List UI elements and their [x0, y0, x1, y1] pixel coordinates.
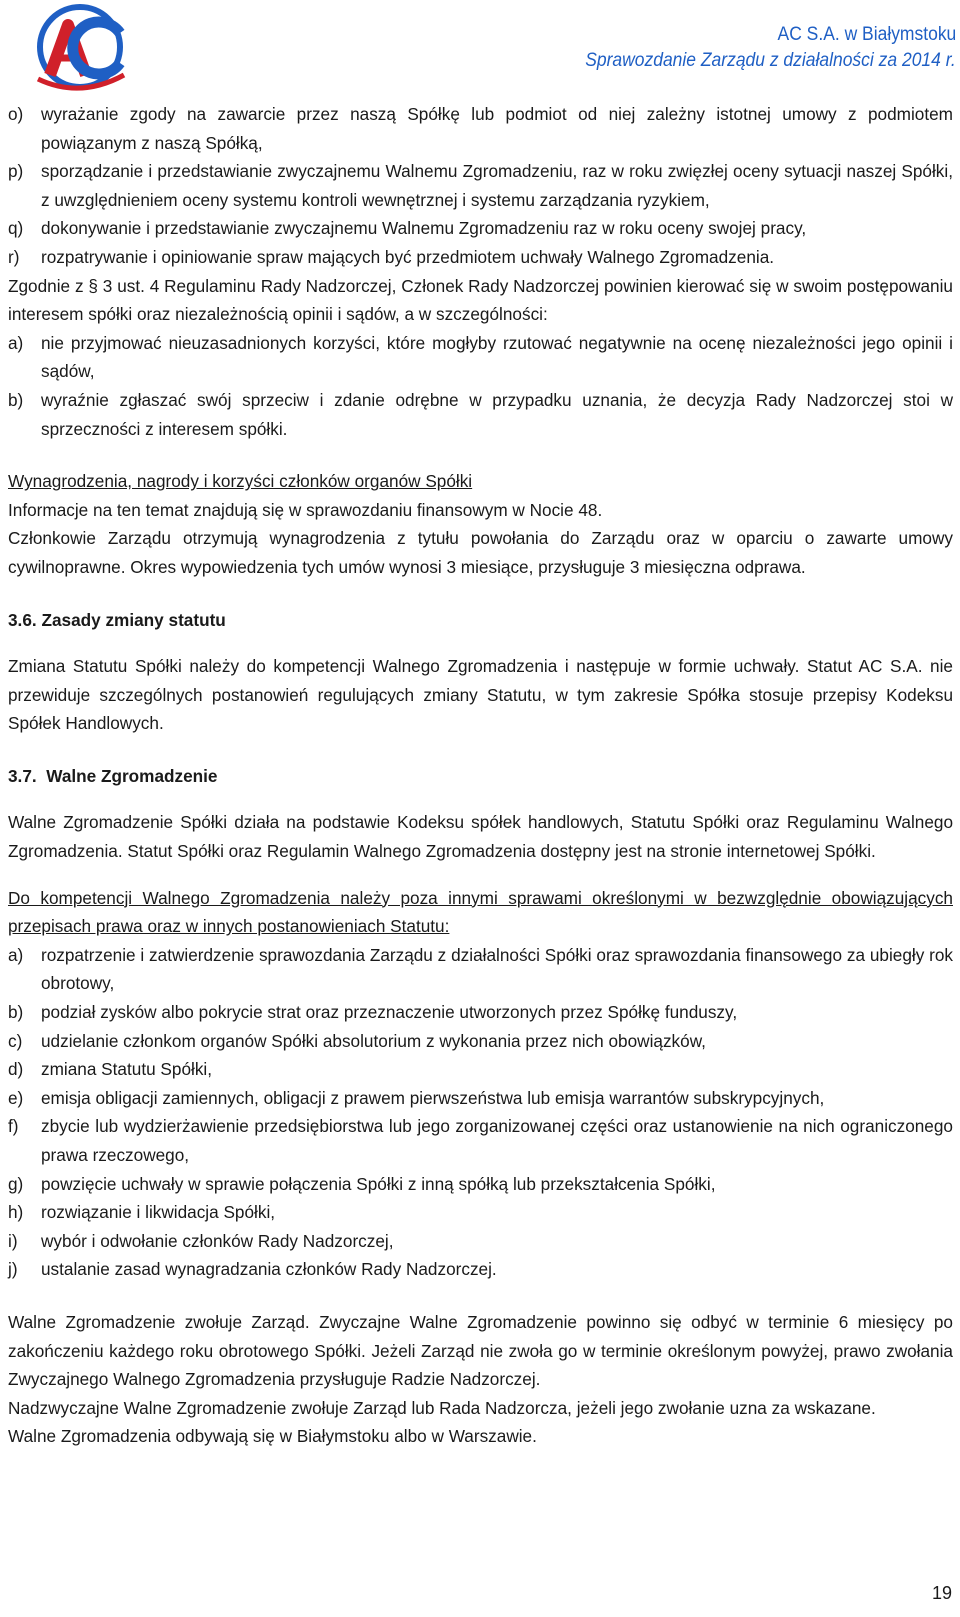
paragraph-regulamin: Zgodnie z § 3 ust. 4 Regulaminu Rady Nadzorczej, Członek Rady Nadzorczej powinien kierować się w swoim postępowaniu interesem spółki oraz niezależnością opinii i sądów, a w szczególności: [8, 275, 953, 325]
list-item: h) rozwiązanie i likwidacja Spółki, [8, 1202, 276, 1223]
paragraph-location: Walne Zgromadzenia odbywają się w Białymstoku albo w Warszawie. [8, 1426, 537, 1447]
list-item: g) powzięcie uchwały w sprawie połączenia Spółki z inną spółką lub przekształcenia Spółki, [8, 1173, 716, 1194]
header-company: AC S.A. w Białymstoku [777, 24, 956, 45]
list-item: c) udzielanie członkom organów Spółki absolutorium z wykonania przez nich obowiązków, [8, 1030, 706, 1051]
heading-competences: Do kompetencji Walnego Zgromadzenia należy poza innymi sprawami określonymi w bezwzględnie obowiązujących przepisach prawa oraz w innych postanowieniach Statutu: [8, 887, 953, 937]
header-report-title: Sprawozdanie Zarządu z działalności za 2014 r. [585, 50, 956, 71]
company-logo [28, 3, 132, 91]
paragraph-statute-changes: Zmiana Statutu Spółki należy do kompetencji Walnego Zgromadzenia i następuje w formie uchwały. Statut AC S.A. nie przewiduje szczególnych postanowień regulujących zmiany Statutu, w tym zakresie Spółka stosuje przepisy Kodeksu Spółek Handlowych. [8, 656, 953, 734]
list-item: b) wyraźnie zgłaszać swój sprzeciw i zdanie odrębne w przypadku uznania, że decyzja Rady Nadzorczej stoi w sprzeczności z interesem spółki. [8, 389, 953, 439]
list-competences [8, 941, 953, 1284]
list-item: b) podział zysków albo pokrycie strat oraz przeznaczenie utworzonych przez Spółkę funduszy, [8, 1002, 738, 1023]
list-item: e) emisja obligacji zamiennych, obligacji z prawem pierwszeństwa lub emisja warrantów subskrypcyjnych, [8, 1087, 825, 1108]
list-item: a) nie przyjmować nieuzasadnionych korzyści, które mogłyby rzutować negatywnie na ocenę niezależności jego opinii i sądów, [8, 332, 953, 382]
list-item: i) wybór i odwołanie członków Rady Nadzorczej, [8, 1230, 394, 1251]
paragraph-walne-basis: Walne Zgromadzenie Spółki działa na podstawie Kodeksu spółek handlowych, Statutu Spółki oraz Regulaminu Walnego Zgromadzenia. Statut Spółki oraz Regulamin Walnego Zgromadzenia dostępny jest na stronie internetowej Spółki. [8, 812, 953, 862]
document-body [8, 100, 953, 1451]
list-item: o) wyrażanie zgody na zawarcie przez naszą Spółkę lub podmiot od niej zależny istotnej umowy z podmiotem powiązanym z naszą Spółką, [8, 104, 953, 153]
paragraph-extraordinary: Nadzwyczajne Walne Zgromadzenie zwołuje Zarząd lub Rada Nadzorcza, jeżeli jego zwołanie uzna za wskazane. [8, 1397, 876, 1418]
list-item: d) zmiana Statutu Spółki, [8, 1059, 213, 1080]
page-number: 19 [931, 1583, 952, 1603]
paragraph-convening: Walne Zgromadzenie zwołuje Zarząd. Zwyczajne Walne Zgromadzenie powinno się odbyć w terminie 6 miesięcy po zakończeniu każdego roku obrotowego Spółki. Jeżeli Zarząd nie zwoła go w terminie określonym powyżej, prawo zwołania Zwyczajnego Walnego Zgromadzenia przysługuje Radzie Nadzorczej. [8, 1311, 953, 1390]
list-rada-duties [8, 100, 953, 272]
list-item: a) rozpatrzenie i zatwierdzenie sprawozdania Zarządu z działalności Spółki oraz sprawozdania finansowego za ubiegły rok obrotowy, [8, 944, 953, 994]
list-item: j) ustalanie zasad wynagradzania członków Rady Nadzorczej. [8, 1259, 497, 1280]
paragraph-zarzad-remuneration: Członkowie Zarządu otrzymują wynagrodzenia z tytułu powołania do Zarządu oraz w oparciu o zawarte umowy cywilnoprawne. Okres wypowiedzenia tych umów wynosi 3 miesiące, przysługuje 3 miesięczna odprawa. [8, 528, 953, 577]
list-member-duties [8, 329, 953, 443]
list-item: r) rozpatrywanie i opiniowanie spraw mających być przedmiotem uchwały Walnego Zgromadzenia. [8, 246, 775, 267]
section-heading-3-7: 3.7. Walne Zgromadzenie [8, 765, 218, 786]
list-item: p) sporządzanie i przedstawianie zwyczajnemu Walnemu Zgromadzeniu, raz w roku zwięzłej oceny sytuacji naszej Spółki, z uwzględnieniem oceny systemu kontroli wewnętrznej i systemu zarządzania ryzykiem, [8, 161, 953, 210]
heading-wynagrodzenia: Wynagrodzenia, nagrody i korzyści członków organów Spółki [8, 471, 473, 492]
section-heading-3-6: 3.6. Zasady zmiany statutu [8, 609, 226, 630]
paragraph-note48: Informacje na ten temat znajdują się w sprawozdaniu finansowym w Nocie 48. [8, 499, 603, 520]
list-item: q) dokonywanie i przedstawianie zwyczajnemu Walnemu Zgromadzeniu raz w roku oceny swojej pracy, [8, 218, 807, 239]
list-item: f) zbycie lub wydzierżawienie przedsiębiorstwa lub jego zorganizowanej części oraz ustanowienie na nich ograniczonego prawa rzeczowego, [8, 1116, 953, 1165]
